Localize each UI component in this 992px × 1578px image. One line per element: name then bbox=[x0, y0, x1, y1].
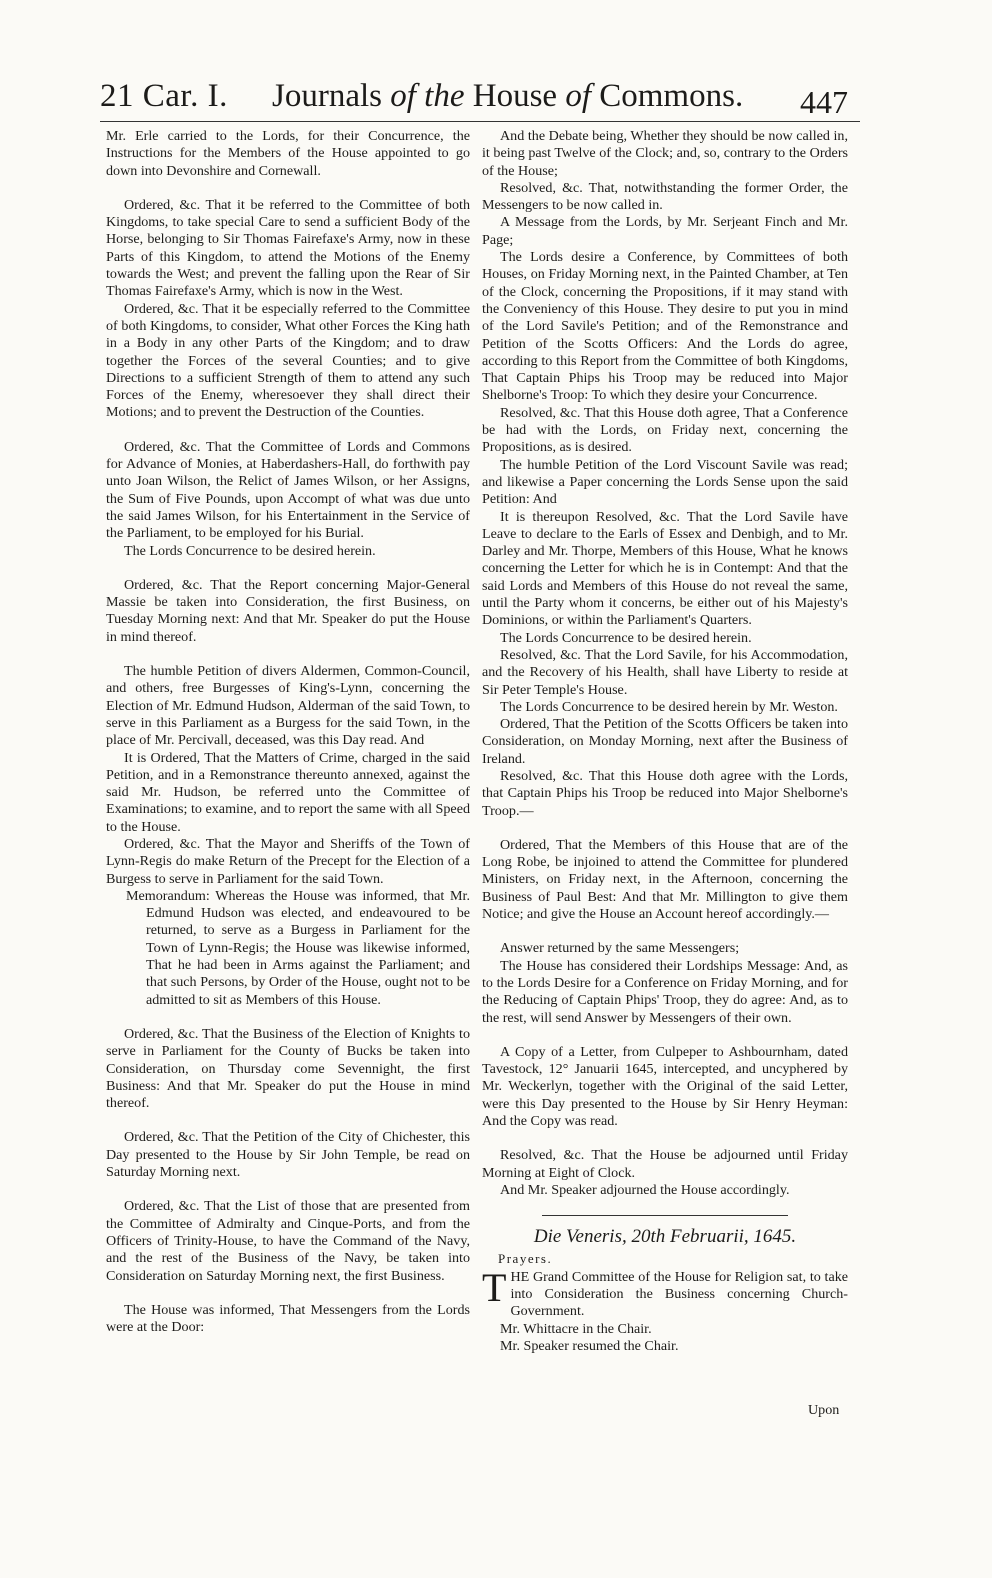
paragraph: Ordered, &c. That it be referred to the Committee of both Kingdoms, to take special Care to send a sufficient Body of the Horse, belonging to Sir Thomas Fairefaxe's Army, now in these Parts of this Kingdom, to attend the Motions of the Enemy towards the West; and prevent the falling upon the Rear of Sir Thomas Fairefaxe's Army, which is now in the West. bbox=[106, 196, 470, 300]
paragraph: Mr. Erle carried to the Lords, for their Concurrence, the Instructions for the Members of the House appointed to go down into Devonshire and Cornewall. bbox=[106, 128, 470, 179]
paragraph: Ordered, &c. That the Report concerning Major-General Massie be taken into Consideration, the first Business, on Tuesday Morning next: And that Mr. Speaker do put the House in mind thereof. bbox=[106, 576, 470, 645]
header-rule bbox=[100, 121, 860, 122]
running-header bbox=[100, 72, 860, 118]
paragraph: THE Grand Committee of the House for Religion sat, to take into Consideration the Business concerning Church-Government. bbox=[482, 1264, 848, 1320]
day-heading: Die Veneris, 20th Februarii, 1645. bbox=[533, 1226, 797, 1248]
paragraph: Mr. Speaker resumed the Chair. bbox=[500, 1338, 679, 1354]
paragraph: Ordered, &c. That the List of those that are presented from the Committee of Admiralty and Cinque-Ports, and from the Officers of Trinity-House, to have the Command of the Navy, and the rest of the Business of the Navy, be taken into Consideration on Saturday Morning next, the first Business. bbox=[106, 1198, 470, 1284]
right-column bbox=[482, 128, 848, 1355]
paragraph: Resolved, &c. That, notwithstanding the former Order, the Messengers to be now called in. bbox=[482, 179, 848, 214]
paragraph: The House has considered their Lordships Message: And, as to the Lords Desire for a Conference on Friday Morning, and for the Reducing of Captain Phips' Troop, they do agree: And, as to the rest, will send Answer by Messengers of their own. bbox=[482, 957, 848, 1026]
paragraph: Ordered, That the Members of this House that are of the Long Robe, be injoined to attend the Committee for plundered Ministers, on Friday next, in the Afternoon, concerning the Business of Paul Best: And that Mr. Millington to give them Notice; and give the House an Account hereof accordingly.— bbox=[482, 836, 848, 923]
paragraph: The humble Petition of divers Aldermen, Common-Council, and others, free Burgesses of King's-Lynn, concerning the Election of Mr. Edmund Hudson, Alderman of the said Town, to serve in this Parliament as a Burgess for the said Town, in the place of Mr. Percivall, deceased, was this Day read. And bbox=[106, 663, 470, 749]
paragraph: Ordered, &c. That the Business of the Election of Knights to serve in Parliament for the County of Bucks be taken into Consideration, on Thursday come Sevennight, the first Business: And that Mr. Speaker do put the House in mind thereof. bbox=[106, 1025, 470, 1112]
paragraph: Ordered, That the Petition of the Scotts Officers be taken into Consideration, on Monday Morning, next after the Business of Ireland. bbox=[482, 716, 848, 767]
paragraph: Ordered, &c. That the Petition of the City of Chichester, this Day presented to the House by Sir John Temple, be read on Saturday Morning next. bbox=[106, 1129, 470, 1181]
paragraph: Ordered, &c. That it be especially referred to the Committee of both Kingdoms, to consider, What other Forces the King hath in a Body in any other Parts of the Kingdom; and to draw together the Forces of the several Counties; and to give Directions to a sufficient Strength of them to attend any such Forces of the Enemy, wheresoever they shall direct their Motions; and to prevent the Destruction of the Counties. bbox=[106, 300, 470, 421]
paragraph: A Message from the Lords, by Mr. Serjeant Finch and Mr. Page; bbox=[482, 214, 848, 248]
paragraph: The Lords Concurrence to be desired herein by Mr. Weston. bbox=[500, 698, 838, 715]
paragraph: And the Debate being, Whether they should be now called in, it being past Twelve of the Clock; and, so, contrary to the Orders of the House; bbox=[482, 128, 848, 179]
section-rule bbox=[542, 1215, 788, 1216]
paragraph: Ordered, &c. That the Mayor and Sheriffs of the Town of Lynn-Regis do make Return of the Precept for the Election of a Burgess to serve in Parliament for the said Town. bbox=[106, 835, 470, 887]
drop-cap: T bbox=[482, 1264, 507, 1310]
catchword: Upon bbox=[808, 1402, 840, 1418]
paragraph: Ordered, &c. That the Committee of Lords and Commons for Advance of Monies, at Haberdashers-Hall, do forthwith pay unto Joan Wilson, the Relict of James Wilson, or her Assigns, the Sum of Five Pounds, upon Accompt of what was due unto the said James Wilson, for his Entertainment in the Service of the Parliament, to be employed for his Burial. bbox=[106, 438, 470, 542]
paragraph: Resolved, &c. That this House doth agree with the Lords, that Captain Phips his Troop be reduced into Major Shelborne's Troop.— bbox=[482, 767, 848, 819]
reign-label: 21 Car. I. bbox=[100, 78, 228, 114]
paragraph: The Lords desire a Conference, by Committees of both Houses, on Friday Morning next, in the Painted Chamber, at Ten of the Clock, concerning the Propositions, if it may stand with the Conveniency of this House. They desire to put you in mind of the Lord Savile's Petition; and of the Remonstrance and Petition of the Scotts Officers: And the Lords do agree, according to this Report from the Committee of both Kingdoms, That Captain Phips his Troop may be reduced into Major Shelborne's Troop: To which they desire your Concurrence. bbox=[482, 249, 848, 404]
page-number: 447 bbox=[800, 84, 848, 120]
paragraph: Resolved, &c. That the House be adjourned until Friday Morning at Eight of Clock. bbox=[482, 1147, 848, 1181]
paragraph: Resolved, &c. That this House doth agree, That a Conference be had with the Lords, on Friday next, concerning the Propositions, as is desired. bbox=[482, 404, 848, 456]
paragraph: The Lords Concurrence to be desired herein. bbox=[124, 542, 376, 559]
paragraph: Resolved, &c. That the Lord Savile, for his Accommodation, and the Recovery of his Health, shall have Liberty to reside at Sir Peter Temple's House. bbox=[482, 646, 848, 698]
paragraph: It is thereupon Resolved, &c. That the Lord Savile have Leave to declare to the Earls of Essex and Denbigh, and to Mr. Darley and Mr. Thorpe, Members of this House, What he knows concerning the Letter for which he is in Contempt: And that the said Lords and Members of this House do not reveal the same, until the Party whom it concerns, be either out of his Majesty's Dominions, or within the Parliament's Quarters. bbox=[482, 508, 848, 629]
paragraph: The House was informed, That Messengers from the Lords were at the Door: bbox=[106, 1301, 470, 1336]
paragraph: Answer returned by the same Messengers; bbox=[500, 940, 740, 957]
paragraph: The Lords Concurrence to be desired herein. bbox=[500, 629, 752, 646]
journal-title: Journals of the House of Commons. bbox=[272, 78, 744, 114]
paragraph: The humble Petition of the Lord Viscount Savile was read; and likewise a Paper concerning the Lords Sense upon the said Petition: And bbox=[482, 456, 848, 508]
left-column bbox=[106, 128, 470, 1336]
paragraph: A Copy of a Letter, from Culpeper to Ashbournham, dated Tavestock, 12° Januarii 1645, intercepted, and uncyphered by Mr. Weckerlyn, together with the Original of the said Letter, were this Day presented to the House by Sir Henry Heyman: And the Copy was read. bbox=[482, 1043, 848, 1130]
paragraph: It is Ordered, That the Matters of Crime, charged in the said Petition, and in a Remonstrance thereunto annexed, against the said Mr. Hudson, be referred unto the Committee of Examinations; to examine, and to report the same with all Speed to the House. bbox=[106, 749, 470, 835]
memorandum: Memorandum: Whereas the House was informed, that Mr. Edmund Hudson was elected, and endeavoured to be returned, to serve as a Burgess in Parliament for the Town of Lynn-Regis; the House was likewise informed, That he had been in Arms against the Parliament; and that such Persons, by Order of the House, ought not to be admitted to sit as Members of this House. bbox=[126, 887, 470, 1008]
paragraph: And Mr. Speaker adjourned the House accordingly. bbox=[500, 1181, 790, 1198]
prayers-label: Prayers. bbox=[498, 1250, 553, 1266]
paragraph: Mr. Whittacre in the Chair. bbox=[500, 1320, 652, 1337]
